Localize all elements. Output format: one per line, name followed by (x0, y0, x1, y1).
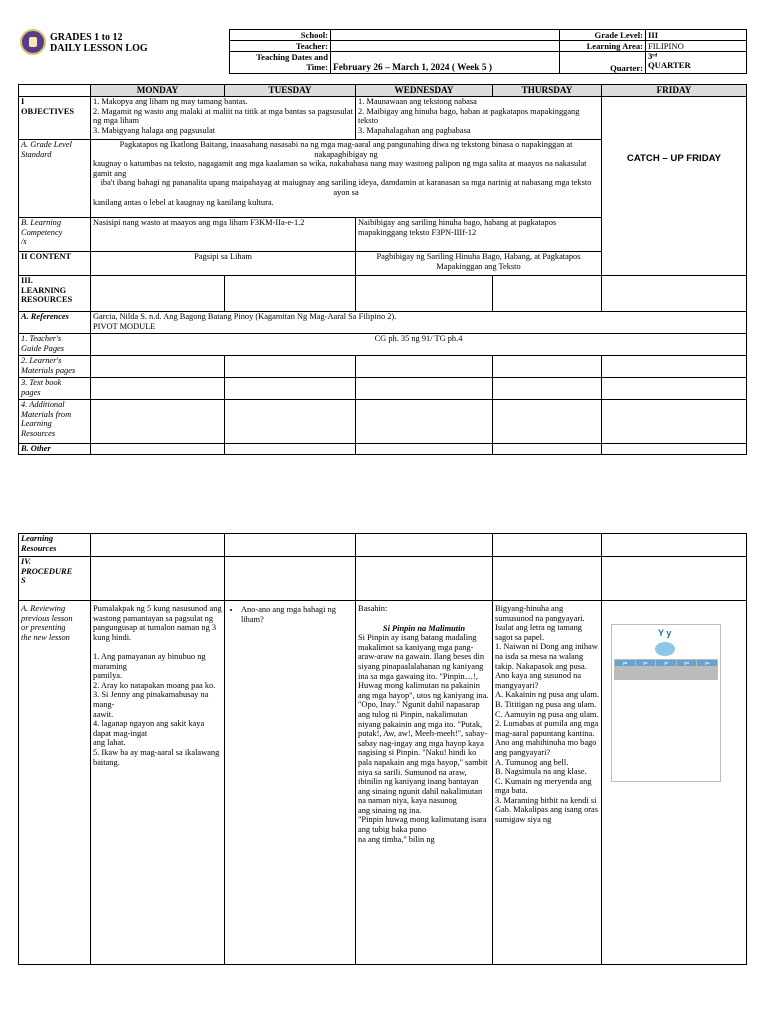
learning-area-label: Learning Area: (560, 41, 646, 52)
syllable-grid (614, 659, 718, 680)
teacher-value (331, 41, 560, 52)
o-wed (356, 444, 493, 455)
lr2-fri (602, 534, 747, 557)
standard-line-2: kaugnay o katumbas na teksto, nagagamit ang mga kaalaman sa wika, nakababasa nang may wastong palipon ng mga salita at maayos na nakasulat gamit ang (93, 159, 587, 178)
objectives-label: I OBJECTIVES (19, 97, 91, 140)
content-wed-thu: Pagbibigay ng Sariling Hinuha Bago, Habang, at Pagkatapos Mapakinggan ang Teksto (356, 252, 602, 276)
pr-thu (493, 557, 602, 601)
tb-thu (493, 378, 602, 400)
standard-line-1: Pagkatapos ng Ikatlong Baitang, inaasahang nasasabi na ng mga mag-aaral ang pangunahing diwa ng tekstong binasa o napakinggan at nakapagbibigay ng (119, 140, 573, 159)
lm-thu (493, 356, 602, 378)
teaching-dates-value: February 26 – March 1, 2024 ( Week 5 ) (331, 52, 560, 74)
pr-mon (91, 557, 225, 601)
school-label: School: (230, 30, 331, 41)
teaching-dates-label: Teaching Dates and Time: (230, 52, 331, 74)
am-wed (356, 400, 493, 444)
resources-wed (356, 276, 493, 312)
content-mon-tue: Pagsipi sa Liham (91, 252, 356, 276)
am-tue (225, 400, 356, 444)
am-fri (602, 400, 747, 444)
other-label: B. Other (19, 444, 91, 455)
day-tuesday: TUESDAY (225, 85, 356, 97)
day-thursday: THURSDAY (493, 85, 602, 97)
reviewing-lesson-label: A. Reviewing previous lesson or presenting the new lesson (19, 601, 91, 965)
corner-cell (19, 85, 91, 97)
learners-materials-label: 2. Learner's Materials pages (19, 356, 91, 378)
additional-materials-label: 4. Additional Materials from Learning Resources (19, 400, 91, 444)
review-thursday: Bigyang-hinuha ang sumusunod na pangyayari. Isulat ang letra ng tamang sagot sa papel. 1. Naiwan ni Dong ang inihaw na isda sa mesa na walang takip. Nakapasok ang pusa. Ano kaya ang susunod na mangyayari? A. Kakainin ng pusa ang ulam. B. Tititigan ng pusa ang ulam. C. Aamuyin ng pusa ang ulam. 2. Lumabas at pumila ang mga mag-aaral papuntang kantina. Ano ang mahihinuha mo bago ang pangyayari? A. Tumunog ang bell. B. Nagsimula na ang klase. C. Kumain ng meryenda ang mga bata. 3. Maraming bitbit na kendi si Gab. Makalipas ang isang oras sumigaw siya ng (493, 601, 602, 965)
competency-mon-tue: Nasisipi nang wasto at maayos ang mga liham F3KM-IIa-e-1.2 (91, 218, 356, 252)
syl-yu: yu (697, 660, 718, 667)
tb-fri (602, 378, 747, 400)
lr2-wed (356, 534, 493, 557)
syl-ye: ye (635, 660, 656, 667)
grade-level-standard-label: A. Grade Level Standard (19, 140, 91, 218)
teacher-label: Teacher: (230, 41, 331, 52)
tb-mon (91, 378, 225, 400)
catch-up-friday: CATCH – UP FRIDAY (602, 97, 747, 276)
am-thu (493, 400, 602, 444)
day-wednesday: WEDNESDAY (356, 85, 493, 97)
content-label: II CONTENT (19, 252, 91, 276)
syl-ya: ya (615, 660, 636, 667)
learning-area-value: FILIPINO (646, 41, 747, 52)
competency-wed-thu: Naibibigay ang sariling hinuha bago, habang at pagkatapos mapakinggang teksto F3PN-IIIf-12 (356, 218, 602, 252)
wednesday-intro: Basahin: (358, 604, 388, 613)
lm-tue (225, 356, 356, 378)
teachers-guide-label: 1. Teacher's Guide Pages (19, 334, 91, 356)
objectives-mon-tue: 1. Makopya ang liham ng may tamang bantas. 2. Magamit ng wasto ang malaki at maliit na titik at mga bantas sa pagsusulat ng mga liham 3. Mabigyang halaga ang pagsusulat (91, 97, 356, 140)
syl-yo: yo (676, 660, 697, 667)
lr2-thu (493, 534, 602, 557)
pr-wed (356, 557, 493, 601)
pr-tue (225, 557, 356, 601)
procedures-label: IV. PROCEDURE S (19, 557, 91, 601)
grade-level-value: III (646, 30, 747, 41)
yoyo-picture (655, 642, 675, 656)
deped-seal-logo (20, 29, 46, 55)
lesson-log-table (18, 84, 747, 455)
learning-resources-label-2: Learning Resources (19, 534, 91, 557)
objectives-wed-thu: 1. Maunawaan ang tekstong nabasa 2. Maibigay ang hinuha bago, haban at pagkatapos mapakinggang teksto 3. Mapahalagahan ang pagbabasa (356, 97, 602, 140)
lr2-tue (225, 534, 356, 557)
quarter-label: Quarter: (560, 52, 646, 74)
grade-level-label: Grade Level: (560, 30, 646, 41)
teachers-guide-value: CG ph. 35 ng 91/ TG ph.4 (91, 334, 747, 356)
header-info-table (229, 29, 747, 74)
lm-mon (91, 356, 225, 378)
o-mon (91, 444, 225, 455)
o-fri (602, 444, 747, 455)
syllable-worksheet-image (611, 624, 721, 782)
lr2-mon (91, 534, 225, 557)
o-tue (225, 444, 356, 455)
day-friday: FRIDAY (602, 85, 747, 97)
grade-level-standard (91, 140, 602, 218)
pr-fri (602, 557, 747, 601)
standard-line-3: iba't ibang bahagi ng pananalita upang maipahayag at maiugnay ang sariling ideya, damdamin at karanasan sa mga narinig at nabasang mga teksto ayon sa (100, 178, 592, 197)
story-title: Si Pinpin na Malimutin (382, 623, 466, 633)
resources-thu (493, 276, 602, 312)
references-label: A. References (19, 312, 91, 334)
tuesday-question: • Ano-ano ang mga bahagi ng liham? (241, 605, 353, 624)
lm-fri (602, 356, 747, 378)
tb-tue (225, 378, 356, 400)
form-title: GRADES 1 to 12 DAILY LESSON LOG (50, 32, 148, 54)
learning-competency-label: B. Learning Competency /s (19, 218, 91, 252)
lm-wed (356, 356, 493, 378)
am-mon (91, 400, 225, 444)
references-value: Garcia, Nilda S. n.d. Ang Bagong Batang Pinoy (Kagamitan Ng Mag-Aaral Sa Filipino 2). PIVOT MODULE (91, 312, 747, 334)
tb-wed (356, 378, 493, 400)
review-wednesday (356, 601, 493, 965)
day-monday: MONDAY (91, 85, 225, 97)
learning-resources-label: III. LEARNING RESOURCES (19, 276, 91, 312)
textbook-pages-label: 3. Text book pages (19, 378, 91, 400)
school-value (331, 30, 560, 41)
resources-mon (91, 276, 225, 312)
resources-tue (225, 276, 356, 312)
review-tuesday (225, 601, 356, 965)
o-thu (493, 444, 602, 455)
syl-yi: yi (656, 660, 677, 667)
standard-line-4: kanilang antas o lebel at kaugnay ng kanilang kultura. (93, 197, 274, 207)
resources-fri (602, 276, 747, 312)
review-monday: Pumalakpak ng 5 kung nasusunod ang wastong pamantayan sa pagsulat ng pangungusap at tumalon naman ng 3 kung hindi. 1. Ang pamayanan ay binubuo ng maraming pamilya. 2. Aray ko natapakan moang paa ko. 3. Si Jenny ang pinakamahusay na mang- aawit. 4. laganap ngayon ang sakit kaya dapat mag-ingat ang lahat. 5. Ikaw ba ay mag-aaral sa ikalawang baitang. (91, 601, 225, 965)
story-text: Si Pinpin ay isang batang madaling makalimot sa kaniyang mga pang-araw-araw na gawain. Ilang beses din siyang pinapaalalahanan ng kaniyang ina sa mga gawaing ito. "Pinpin…!, Huwag mong kalimutan na pakainin ang mga hayop", utos ng kaniyang ina. "Opo, Inay." Ngunit dahil napasarap ang tulog ni Pinpin, nakalimutan niyang pakainin ang mga ito. "Putak, putak!, Aw, aw!, Meeh-meeh!", sabay-sabay nag-ingay ang mga hayop kaya nagising si Pinpin. "Naku! hindi ko pala napakain ang mga hayop," sambit niya sa sarili. Sumunod na araw, ibinilin ng kaniyang inang bantayan ang sinaing ngunit dahil nakalimutan na naman niya, kaya nasunog ang sinaing ng ina. "Pinpin huwag mong kalimutang isara ang tubig baka puno na ang timba," bilin ng (358, 633, 489, 844)
worksheet-title: Y y (658, 628, 672, 638)
quarter-value: 3ʳᵈ QUARTER (646, 52, 747, 74)
